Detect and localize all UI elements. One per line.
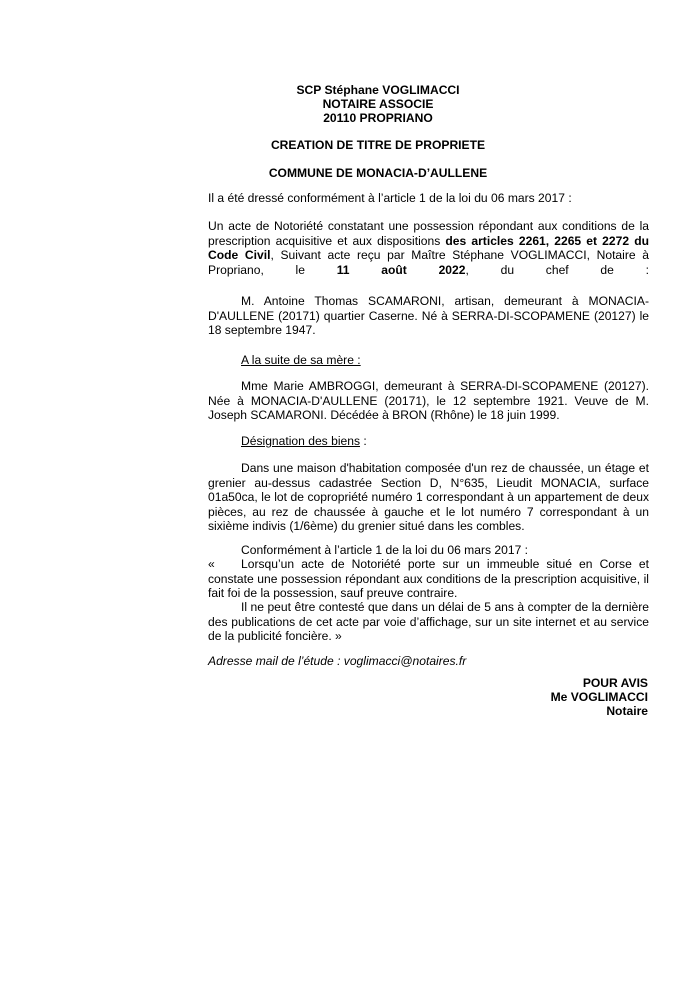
heading-mother: A la suite de sa mère : — [241, 353, 361, 367]
firm-name: SCP Stéphane VOGLIMACCI — [296, 83, 460, 97]
conform-text: Conformément à l’article 1 de la loi du 06 mars 2017 : — [241, 543, 529, 557]
person-marie: Mme Marie AMBROGGI, demeurant à SERRA-DI-SCOPAMENE (20127). Née à MONACIA-D'AULLENE (20171), le 12 septembre 1921. Veuve de M. Joseph SCAMARONI. Décédée à BRON (Rhône) le 18 juin 1999. — [208, 379, 649, 422]
notary-role: NOTAIRE ASSOCIE — [322, 97, 434, 111]
property-description: Dans une maison d'habitation composée d'un rez de chaussée, un étage et grenier au-dessus cadastrée Section D, N°635, Lieudit MONACIA, surface 01a50ca, le lot de copropriété numéro 1 correspondant à un appartement de deux pièces, au rez de chaussée à gauche et le lot numéro 7 correspondant à un sixième indivis (1/6ème) du grenier situé dans les combles. — [208, 461, 649, 533]
commune-title: COMMUNE DE MONACIA-D’AULLENE — [268, 166, 488, 180]
intro-text: Il a été dressé conformément à l’article 1 de la loi du 06 mars 2017 : — [208, 191, 572, 205]
signature-title: Notaire — [606, 704, 648, 718]
quote-paragraph-1: Lorsqu’un acte de Notoriété porte sur un immeuble situé en Corse et constate une possession répondant aux conditions de la prescription acquisitive, il fait foi de la possession, sauf preuve contraire. — [208, 557, 649, 600]
signature-pour-avis: POUR AVIS — [582, 676, 648, 690]
person-antoine: M. Antoine Thomas SCAMARONI, artisan, demeurant à MONACIA-D'AULLENE (20171) quartier Caserne. Né à SERRA-DI-SCOPAMENE (20127) le 18 septembre 1947. — [208, 294, 649, 337]
email-line: Adresse mail de l’étude : voglimacci@notaires.fr — [208, 654, 467, 668]
signature-name: Me VOGLIMACCI — [550, 690, 648, 704]
quote-open-mark: « — [208, 557, 215, 571]
act-deed-end: , du chef de : — [465, 262, 649, 277]
heading-goods-colon: : — [360, 434, 367, 448]
act-text: Un acte de Notoriété constatant une possession répondant aux conditions de la prescription acquisitive et aux dispositions — [208, 219, 649, 248]
quote-paragraph-2: Il ne peut être contesté que dans un délai de 5 ans à compter de la dernière des publications de cet acte par voie d’affichage, sur un site internet et au service de la publicité foncière. » — [208, 600, 649, 643]
act-deed-text: Suivant acte reçu par Maître Stéphane VOGLIMACCI, Notaire à Propriano, le — [208, 248, 649, 277]
heading-goods-label: Désignation des biens — [241, 434, 361, 448]
act-date: 11 août 2022 — [336, 262, 466, 277]
document-title: CREATION DE TITRE DE PROPRIETE — [270, 138, 486, 152]
civil-code-articles: des articles 2261, 2265 et 2272 du Code Civil — [208, 233, 649, 262]
act-paragraph — [208, 219, 649, 277]
act-comma: , — [270, 248, 274, 262]
firm-city: 20110 PROPRIANO — [323, 111, 433, 125]
heading-goods — [241, 434, 367, 449]
